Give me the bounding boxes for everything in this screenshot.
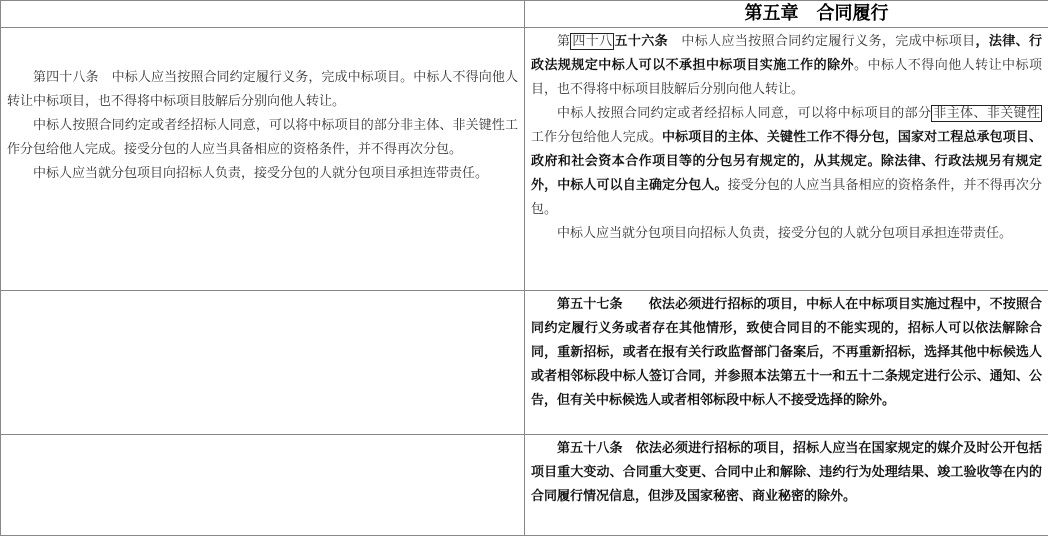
article-56-p2-after: 工作分包给他人完成。 bbox=[531, 130, 663, 145]
old-article-48-p2: 中标人按照合同约定或者经招标人同意，可以将中标项目的部分非主体、非关键性工作分包给他人完成。接受分包的人应当具备相应的资格条件，并不得再次分包。 bbox=[7, 118, 518, 157]
old-article-48-p3: 中标人应当就分包项目向招标人负责，接受分包的人就分包项目承担连带责任。 bbox=[33, 166, 489, 181]
new-article-56-cell bbox=[525, 28, 1048, 291]
new-article-58: 第五十八条 依法必须进行招标的项目，招标人应当在国家规定的媒介及时公开包括项目重大变动、合同重大变更、合同中止和解除、违约行为处理结果、竣工验收等在内的合同履行情况信息，但涉及国家秘密、商业秘密的除外。 bbox=[531, 441, 1042, 504]
empty-left-cell-57 bbox=[1, 291, 525, 435]
article-56-added-clause: ，法律、行政法规规定中标人可以不承担中标项目实施工作的除外 bbox=[531, 34, 1042, 73]
article-56-lead-tail: 。中标人不得向他人转让中标项目，也不得将中标项目肢解后分别向他人转让。 bbox=[531, 58, 1042, 97]
article-56-lead: 中标人应当按照合同约定履行义务，完成中标项目 bbox=[667, 34, 976, 49]
header-right-cell bbox=[525, 1, 1048, 28]
article-56-p2-tail: 接受分包的人应当具备相应的资格条件，并不得再次分包。 bbox=[531, 178, 1042, 217]
article-prefix: 第 bbox=[557, 34, 571, 49]
chapter-heading: 第五章 合同履行 bbox=[744, 3, 889, 24]
old-number-box: 四十八 bbox=[572, 34, 613, 49]
new-article-56-p3: 中标人应当就分包项目向招标人负责，接受分包的人就分包项目承担连带责任。 bbox=[557, 226, 1013, 241]
header-left-cell bbox=[1, 1, 525, 28]
old-article-48-cell bbox=[1, 28, 525, 291]
old-article-48-p1: 第四十八条 中标人应当按照合同约定履行义务，完成中标项目。中标人不得向他人转让中标项目，也不得将中标项目肢解后分别向他人转让。 bbox=[7, 70, 518, 109]
new-article-56-p2 bbox=[525, 102, 1048, 222]
empty-left-cell-58 bbox=[1, 435, 525, 536]
new-article-57: 第五十七条 依法必须进行招标的项目，中标人在中标项目实施过程中，不按照合同约定履行义务或者存在其他情形，致使合同目的不能实现的，招标人可以依法解除合同，重新招标，或者在报有关行政监督部门备案后，不再重新招标，选择其他中标候选人或者相邻标段中标人签订合同，并参照本法第五十一和五十二条规定进行公示、通知、公告，但有关中标候选人或者相邻标段中标人不接受选择的除外。 bbox=[531, 297, 1042, 408]
new-article-58-cell bbox=[525, 435, 1048, 536]
article-56-p2-added: 中标项目的主体、关键性工作不得分包，国家对工程总承包项目、政府和社会资本合作项目等的分包另有规定的，从其规定。除法律、行政法规另有规定外，中标人可以自主确定分包人。 bbox=[531, 130, 1042, 193]
new-article-57-cell bbox=[525, 291, 1048, 435]
new-article-number: 五十六条 bbox=[614, 34, 668, 49]
article-56-p2-before: 中标人按照合同约定或者经招标人同意，可以将中标项目的部分 bbox=[557, 106, 932, 121]
boxed-phrase: 非主体、非关键性 bbox=[933, 106, 1040, 121]
new-article-56-p1 bbox=[525, 30, 1048, 102]
